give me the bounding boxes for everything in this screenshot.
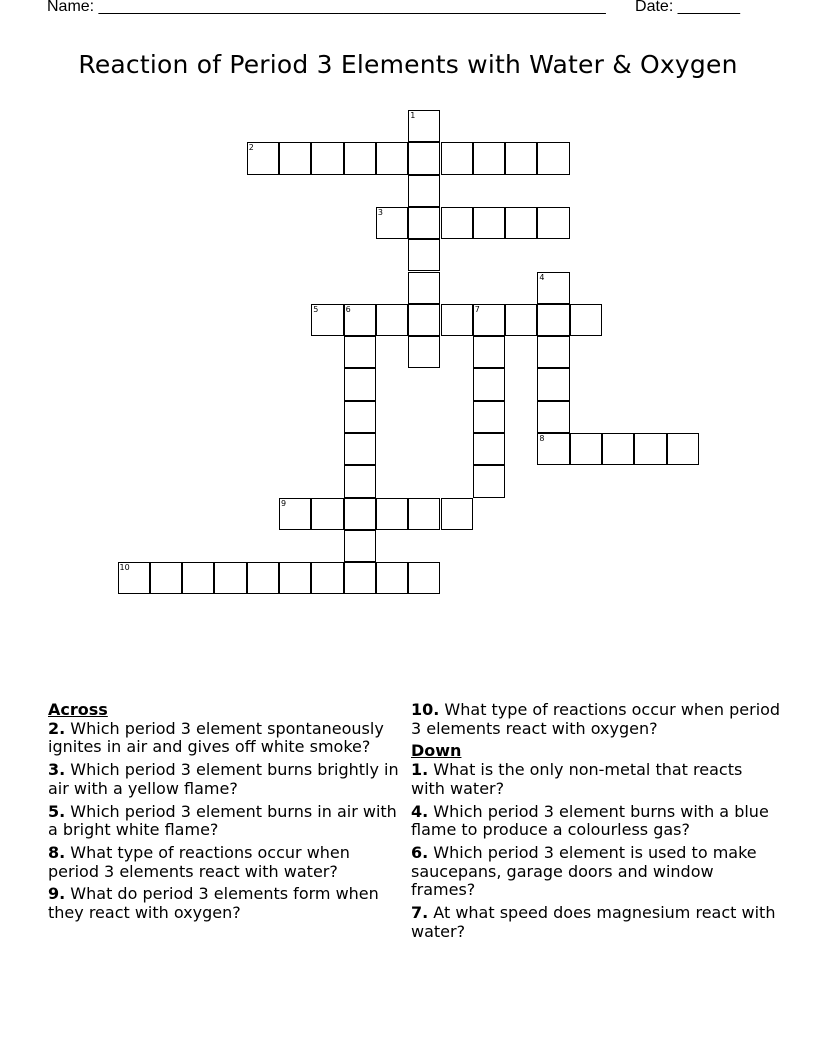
grid-cell[interactable] (537, 433, 569, 465)
grid-cell[interactable] (344, 336, 376, 368)
grid-cell[interactable] (344, 465, 376, 497)
clues-column-right (411, 701, 781, 945)
clue-text: What type of reactions occur when period 3 elements react with water? (48, 842, 350, 881)
grid-cell[interactable] (311, 562, 343, 594)
grid-cell[interactable] (279, 142, 311, 174)
clue-item (411, 803, 781, 840)
grid-cell[interactable] (473, 433, 505, 465)
grid-cell[interactable] (537, 368, 569, 400)
clue-number-label: 4. (411, 801, 429, 821)
clue-number-label: 6. (411, 842, 429, 862)
grid-cell[interactable] (473, 401, 505, 433)
grid-cell[interactable] (311, 304, 343, 336)
across-clue-list-continued (411, 701, 781, 738)
clue-item (48, 885, 403, 922)
grid-cell[interactable] (408, 562, 440, 594)
clue-number: 4 (539, 272, 545, 282)
clue-number: 10 (119, 563, 130, 573)
grid-cell[interactable] (408, 336, 440, 368)
grid-cell[interactable] (537, 401, 569, 433)
page-title: Reaction of Period 3 Elements with Water & Oxygen (78, 50, 738, 79)
grid-cell[interactable] (441, 498, 473, 530)
clue-number: 2 (248, 143, 254, 153)
grid-cell[interactable] (473, 336, 505, 368)
name-field[interactable]: Name: _________________________________________________________ (47, 0, 606, 15)
clue-number-label: 9. (48, 884, 66, 904)
clue-number-label: 8. (48, 842, 66, 862)
clue-text: Which period 3 element burns with a blue flame to produce a colourless gas? (411, 801, 769, 840)
clue-text: What is the only non-metal that reacts with water? (411, 760, 743, 798)
grid-cell[interactable] (602, 433, 634, 465)
clue-number-label: 2. (48, 718, 66, 738)
grid-cell[interactable] (473, 465, 505, 497)
grid-cell[interactable] (441, 207, 473, 239)
clue-number-label: 7. (411, 903, 429, 923)
grid-cell[interactable] (279, 498, 311, 530)
grid-cell[interactable] (150, 562, 182, 594)
grid-cell[interactable] (473, 207, 505, 239)
clue-item (48, 720, 403, 757)
grid-cell[interactable] (537, 336, 569, 368)
grid-cell[interactable] (182, 562, 214, 594)
grid-cell[interactable] (441, 142, 473, 174)
grid-cell[interactable] (408, 110, 440, 142)
grid-cell[interactable] (667, 433, 699, 465)
grid-cell[interactable] (473, 142, 505, 174)
grid-cell[interactable] (311, 142, 343, 174)
clue-number: 6 (345, 304, 351, 314)
grid-cell[interactable] (408, 142, 440, 174)
clue-item (411, 904, 781, 941)
grid-cell[interactable] (570, 433, 602, 465)
clue-number: 1 (410, 111, 416, 120)
grid-cell[interactable] (344, 562, 376, 594)
grid-cell[interactable] (344, 304, 376, 336)
across-heading: Across (48, 700, 108, 719)
grid-cell[interactable] (247, 142, 279, 174)
grid-cell[interactable] (408, 207, 440, 239)
clue-number: 9 (281, 498, 287, 508)
clue-text: What do period 3 elements form when they react with oxygen? (48, 884, 379, 923)
date-field[interactable]: Date: _______ (635, 0, 740, 15)
grid-cell[interactable] (505, 142, 537, 174)
grid-cell[interactable] (634, 433, 666, 465)
down-clue-list (411, 761, 781, 941)
grid-cell[interactable] (408, 175, 440, 207)
clue-number: 8 (539, 434, 545, 443)
grid-cell[interactable] (311, 498, 343, 530)
grid-cell[interactable] (279, 562, 311, 594)
across-clue-list (48, 720, 403, 923)
grid-cell[interactable] (537, 304, 569, 336)
clue-item (411, 844, 781, 900)
grid-cell[interactable] (408, 239, 440, 271)
grid-cell[interactable] (570, 304, 602, 336)
grid-cell[interactable] (473, 368, 505, 400)
grid-cell[interactable] (376, 207, 408, 239)
grid-cell[interactable] (118, 562, 150, 594)
clue-item (411, 761, 781, 798)
grid-cell[interactable] (537, 142, 569, 174)
grid-cell[interactable] (505, 207, 537, 239)
clue-number-label: 5. (48, 801, 66, 821)
grid-cell[interactable] (408, 272, 440, 304)
grid-cell[interactable] (376, 562, 408, 594)
clue-item (48, 761, 403, 798)
grid-cell[interactable] (344, 433, 376, 465)
grid-cell[interactable] (441, 304, 473, 336)
grid-cell[interactable] (344, 142, 376, 174)
grid-cell[interactable] (344, 498, 376, 530)
clue-number-label: 3. (48, 760, 66, 780)
clue-text: Which period 3 element is used to make saucepans, garage doors and window frames? (411, 842, 757, 900)
down-heading: Down (411, 741, 462, 761)
clue-text: Which period 3 element burns brightly in air with a yellow flame? (48, 760, 399, 798)
grid-cell[interactable] (247, 562, 279, 594)
grid-cell[interactable] (408, 498, 440, 530)
clue-text: At what speed does magnesium react with water? (411, 903, 776, 941)
clue-number: 5 (313, 304, 319, 314)
grid-cell[interactable] (376, 142, 408, 174)
clue-number-label: 1. (411, 760, 429, 780)
grid-cell[interactable] (376, 498, 408, 530)
grid-cell[interactable] (537, 272, 569, 304)
clue-number-label: 10. (411, 700, 440, 719)
grid-cell[interactable] (473, 304, 505, 336)
grid-cell[interactable] (344, 368, 376, 400)
grid-cell[interactable] (537, 207, 569, 239)
grid-cell[interactable] (344, 530, 376, 562)
clue-number: 7 (474, 304, 480, 314)
grid-cell[interactable] (376, 304, 408, 336)
clue-item (48, 844, 403, 881)
clue-item (411, 701, 781, 738)
clue-item (48, 803, 403, 840)
clues-column-left (48, 701, 403, 927)
grid-cell[interactable] (344, 401, 376, 433)
clue-text: Which period 3 element burns in air with a bright white flame? (48, 801, 397, 840)
grid-cell[interactable] (505, 304, 537, 336)
clue-number: 3 (377, 207, 383, 217)
grid-cell[interactable] (214, 562, 246, 594)
clue-text: What type of reactions occur when period 3 elements react with oxygen? (411, 700, 781, 738)
grid-cell[interactable] (408, 304, 440, 336)
clue-text: Which period 3 element spontaneously ignites in air and gives off white smoke? (48, 718, 384, 757)
